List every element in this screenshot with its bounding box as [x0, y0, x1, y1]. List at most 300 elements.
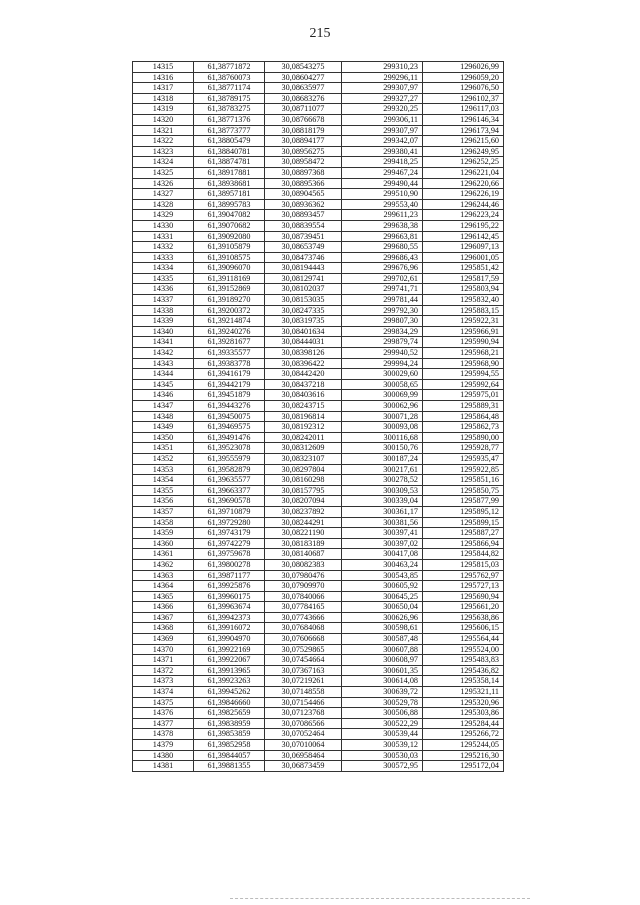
table-row: [133, 337, 504, 348]
table-cell: 14323: [133, 146, 194, 157]
table-cell: 14372: [133, 665, 194, 676]
table-cell: 1295762,97: [423, 570, 504, 581]
table-cell: 14331: [133, 231, 194, 242]
table-cell: 300539,12: [342, 740, 423, 751]
table-cell: 61,38783275: [194, 104, 265, 115]
table-cell: 299940,52: [342, 348, 423, 359]
table-cell: 30,08958472: [265, 157, 342, 168]
table-cell: 61,39416179: [194, 369, 265, 380]
table-cell: 1295832,40: [423, 295, 504, 306]
table-cell: 30,08897368: [265, 167, 342, 178]
table-cell: 299702,61: [342, 273, 423, 284]
table-cell: 30,08247335: [265, 305, 342, 316]
table-cell: 1296001,05: [423, 252, 504, 263]
table-cell: 14315: [133, 62, 194, 73]
table-cell: 299327,27: [342, 93, 423, 104]
table-cell: 61,38760073: [194, 72, 265, 83]
table-cell: 61,39335577: [194, 348, 265, 359]
table-cell: 61,39759678: [194, 549, 265, 560]
table-cell: 14355: [133, 485, 194, 496]
table-cell: 61,38771376: [194, 114, 265, 125]
table-cell: 1295216,30: [423, 750, 504, 761]
table-cell: 1295851,16: [423, 475, 504, 486]
table-cell: 299994,24: [342, 358, 423, 369]
table-row: [133, 401, 504, 412]
table-cell: 61,38771872: [194, 62, 265, 73]
table-cell: 30,08653749: [265, 242, 342, 253]
table-cell: 1296249,95: [423, 146, 504, 157]
table-cell: 14366: [133, 602, 194, 613]
table-cell: 1296059,20: [423, 72, 504, 83]
table-cell: 61,39189270: [194, 295, 265, 306]
table-cell: 300530,03: [342, 750, 423, 761]
table-cell: 1295172,04: [423, 761, 504, 772]
table-cell: 1295928,77: [423, 443, 504, 454]
table-cell: 1296142,45: [423, 231, 504, 242]
table-cell: 300543,85: [342, 570, 423, 581]
table-cell: 14336: [133, 284, 194, 295]
table-cell: 61,39096070: [194, 263, 265, 274]
table-cell: 14318: [133, 93, 194, 104]
table-cell: 14341: [133, 337, 194, 348]
table-cell: 1295244,05: [423, 740, 504, 751]
table-cell: 1295877,99: [423, 496, 504, 507]
table-row: [133, 83, 504, 94]
table-cell: 14349: [133, 422, 194, 433]
table-cell: 61,39281677: [194, 337, 265, 348]
table-cell: 61,39916072: [194, 623, 265, 634]
page-number: 215: [309, 26, 331, 41]
table-cell: 30,08082383: [265, 559, 342, 570]
table-cell: 14321: [133, 125, 194, 136]
table-row: [133, 644, 504, 655]
table-cell: 61,39070682: [194, 220, 265, 231]
table-cell: 30,07684068: [265, 623, 342, 634]
table-cell: 300598,61: [342, 623, 423, 634]
table-cell: 14339: [133, 316, 194, 327]
table-cell: 30,07980476: [265, 570, 342, 581]
table-cell: 61,39710879: [194, 506, 265, 517]
table-row: [133, 178, 504, 189]
table-cell: 30,08297804: [265, 464, 342, 475]
table-cell: 300397,02: [342, 538, 423, 549]
table-row: [133, 612, 504, 623]
table-row: [133, 146, 504, 157]
table-cell: 61,39663377: [194, 485, 265, 496]
table-cell: 1295850,75: [423, 485, 504, 496]
table-row: [133, 623, 504, 634]
table-cell: 1295358,14: [423, 676, 504, 687]
table-row: [133, 718, 504, 729]
table-cell: 1295864,48: [423, 411, 504, 422]
table-row: [133, 591, 504, 602]
table-row: [133, 125, 504, 136]
table-cell: 1295436,82: [423, 665, 504, 676]
table-row: [133, 549, 504, 560]
table-cell: 61,39853859: [194, 729, 265, 740]
table-cell: 30,07743666: [265, 612, 342, 623]
table-cell: 1296076,50: [423, 83, 504, 94]
table-row: [133, 136, 504, 147]
table-cell: 30,07529865: [265, 644, 342, 655]
table-cell: 299680,55: [342, 242, 423, 253]
table-cell: 61,39240276: [194, 326, 265, 337]
table-row: [133, 570, 504, 581]
table-cell: 14374: [133, 687, 194, 698]
table-row: [133, 559, 504, 570]
table-row: [133, 750, 504, 761]
table-cell: 1296252,25: [423, 157, 504, 168]
table-cell: 1296244,46: [423, 199, 504, 210]
table-cell: 14369: [133, 634, 194, 645]
table-cell: 300150,76: [342, 443, 423, 454]
table-cell: 1296226,19: [423, 189, 504, 200]
table-cell: 14337: [133, 295, 194, 306]
table-cell: 1295975,01: [423, 390, 504, 401]
table-cell: 61,39152869: [194, 284, 265, 295]
table-cell: 1295968,90: [423, 358, 504, 369]
table-cell: 61,39443276: [194, 401, 265, 412]
table-row: [133, 295, 504, 306]
table-cell: 1295899,15: [423, 517, 504, 528]
table-row: [133, 432, 504, 443]
table-cell: 14373: [133, 676, 194, 687]
table-cell: 14345: [133, 379, 194, 390]
table-cell: 61,38938681: [194, 178, 265, 189]
table-cell: 299807,30: [342, 316, 423, 327]
table-cell: 61,39118169: [194, 273, 265, 284]
table-row: [133, 697, 504, 708]
table-cell: 14324: [133, 157, 194, 168]
table-cell: 14320: [133, 114, 194, 125]
table-row: [133, 62, 504, 73]
table-cell: 30,08543275: [265, 62, 342, 73]
table-cell: 61,38840781: [194, 146, 265, 157]
table-row: [133, 665, 504, 676]
table-row: [133, 655, 504, 666]
table-cell: 300650,04: [342, 602, 423, 613]
table-cell: 14380: [133, 750, 194, 761]
table-cell: 61,39800278: [194, 559, 265, 570]
table-cell: 300058,65: [342, 379, 423, 390]
table-cell: 30,08444031: [265, 337, 342, 348]
table-cell: 14319: [133, 104, 194, 115]
table-cell: 1295844,82: [423, 549, 504, 560]
table-cell: 61,39945262: [194, 687, 265, 698]
table-cell: 30,08129741: [265, 273, 342, 284]
table-row: [133, 506, 504, 517]
table-cell: 300071,28: [342, 411, 423, 422]
table-cell: 299307,97: [342, 125, 423, 136]
table-row: [133, 242, 504, 253]
table-cell: 1295866,94: [423, 538, 504, 549]
table-cell: 1295922,31: [423, 316, 504, 327]
table-cell: 61,39825659: [194, 708, 265, 719]
table-cell: 1295992,64: [423, 379, 504, 390]
table-cell: 61,39690578: [194, 496, 265, 507]
table-cell: 61,39047082: [194, 210, 265, 221]
table-cell: 30,07010064: [265, 740, 342, 751]
table-cell: 1295851,42: [423, 263, 504, 274]
table-cell: 1295968,21: [423, 348, 504, 359]
table-cell: 1295935,47: [423, 453, 504, 464]
table-row: [133, 210, 504, 221]
table-cell: 30,07148558: [265, 687, 342, 698]
table-cell: 14359: [133, 528, 194, 539]
table-cell: 30,08894177: [265, 136, 342, 147]
table-cell: 61,39555979: [194, 453, 265, 464]
table-cell: 61,39729280: [194, 517, 265, 528]
table-row: [133, 199, 504, 210]
table-cell: 14326: [133, 178, 194, 189]
table-cell: 61,39925876: [194, 581, 265, 592]
table-cell: 1296195,22: [423, 220, 504, 231]
table-cell: 299792,30: [342, 305, 423, 316]
table-cell: 299611,23: [342, 210, 423, 221]
table-cell: 61,39743179: [194, 528, 265, 539]
table-cell: 1296223,24: [423, 210, 504, 221]
table-cell: 14358: [133, 517, 194, 528]
table-cell: 14333: [133, 252, 194, 263]
table-cell: 300522,29: [342, 718, 423, 729]
table-cell: 30,08242011: [265, 432, 342, 443]
table-cell: 30,08403616: [265, 390, 342, 401]
table-cell: 300093,08: [342, 422, 423, 433]
table-cell: 300217,61: [342, 464, 423, 475]
table-cell: 300463,24: [342, 559, 423, 570]
table-row: [133, 475, 504, 486]
table-cell: 61,39451879: [194, 390, 265, 401]
table-cell: 300601,35: [342, 665, 423, 676]
table-cell: 61,39922169: [194, 644, 265, 655]
table-cell: 30,08243715: [265, 401, 342, 412]
table-cell: 30,07219261: [265, 676, 342, 687]
table-cell: 1295922,85: [423, 464, 504, 475]
table-cell: 1295889,31: [423, 401, 504, 412]
table-cell: 30,07123768: [265, 708, 342, 719]
table-cell: 14342: [133, 348, 194, 359]
table-row: [133, 485, 504, 496]
table-cell: 300381,56: [342, 517, 423, 528]
table-row: [133, 348, 504, 359]
table-cell: 61,39923263: [194, 676, 265, 687]
table-cell: 30,08140687: [265, 549, 342, 560]
table-cell: 61,39963674: [194, 602, 265, 613]
table-row: [133, 761, 504, 772]
table-cell: 300278,52: [342, 475, 423, 486]
table-cell: 30,08437218: [265, 379, 342, 390]
table-cell: 14335: [133, 273, 194, 284]
table-cell: 61,38957181: [194, 189, 265, 200]
table-row: [133, 93, 504, 104]
table-cell: 1295727,13: [423, 581, 504, 592]
table-cell: 300339,04: [342, 496, 423, 507]
table-cell: 14362: [133, 559, 194, 570]
table-row: [133, 634, 504, 645]
table-row: [133, 369, 504, 380]
table-cell: 61,38789175: [194, 93, 265, 104]
table-cell: 30,08818179: [265, 125, 342, 136]
table-cell: 14334: [133, 263, 194, 274]
table-cell: 30,06873459: [265, 761, 342, 772]
table-cell: 61,39960175: [194, 591, 265, 602]
footer-divider: [230, 898, 530, 899]
table-cell: 1295606,15: [423, 623, 504, 634]
table-row: [133, 379, 504, 390]
table-cell: 14317: [133, 83, 194, 94]
table-cell: 1296173,94: [423, 125, 504, 136]
table-row: [133, 602, 504, 613]
table-cell: 14371: [133, 655, 194, 666]
table-cell: 30,07909970: [265, 581, 342, 592]
table-cell: 14365: [133, 591, 194, 602]
table-cell: 61,39838959: [194, 718, 265, 729]
table-cell: 300605,92: [342, 581, 423, 592]
table-cell: 299686,43: [342, 252, 423, 263]
table-cell: 14360: [133, 538, 194, 549]
table-row: [133, 305, 504, 316]
table-cell: 14327: [133, 189, 194, 200]
table-row: [133, 528, 504, 539]
table-cell: 1295817,59: [423, 273, 504, 284]
table-cell: 61,39922067: [194, 655, 265, 666]
table-cell: 300309,53: [342, 485, 423, 496]
table-cell: 14381: [133, 761, 194, 772]
table-row: [133, 464, 504, 475]
table-cell: 1296117,03: [423, 104, 504, 115]
table-cell: 1295966,91: [423, 326, 504, 337]
table-cell: 14325: [133, 167, 194, 178]
table-cell: 30,08893457: [265, 210, 342, 221]
table-cell: 30,08153035: [265, 295, 342, 306]
table-cell: 61,39383778: [194, 358, 265, 369]
table-row: [133, 189, 504, 200]
table-cell: 1295887,27: [423, 528, 504, 539]
table-cell: 30,08207094: [265, 496, 342, 507]
table-cell: 1295990,94: [423, 337, 504, 348]
table-cell: 30,08160298: [265, 475, 342, 486]
table-row: [133, 676, 504, 687]
table-cell: 14377: [133, 718, 194, 729]
table-cell: 300397,41: [342, 528, 423, 539]
table-row: [133, 284, 504, 295]
table-cell: 299781,44: [342, 295, 423, 306]
table-cell: 61,38805479: [194, 136, 265, 147]
table-cell: 299380,41: [342, 146, 423, 157]
table-row: [133, 157, 504, 168]
table-cell: 61,38917881: [194, 167, 265, 178]
table-cell: 30,08839554: [265, 220, 342, 231]
table-cell: 300069,99: [342, 390, 423, 401]
table-cell: 14348: [133, 411, 194, 422]
table-cell: 61,38995783: [194, 199, 265, 210]
table-cell: 30,07454664: [265, 655, 342, 666]
table-cell: 30,08711077: [265, 104, 342, 115]
table-cell: 61,39450075: [194, 411, 265, 422]
table-cell: 14363: [133, 570, 194, 581]
table-row: [133, 72, 504, 83]
table-row: [133, 273, 504, 284]
table-row: [133, 422, 504, 433]
table-cell: 1296026,99: [423, 62, 504, 73]
table-cell: 299418,25: [342, 157, 423, 168]
table-cell: 61,39491476: [194, 432, 265, 443]
table-cell: 1295815,03: [423, 559, 504, 570]
table-cell: 61,39523078: [194, 443, 265, 454]
table-cell: 300506,88: [342, 708, 423, 719]
table-cell: 14361: [133, 549, 194, 560]
table-cell: 300529,78: [342, 697, 423, 708]
table-cell: 1295895,12: [423, 506, 504, 517]
table-cell: 30,06958464: [265, 750, 342, 761]
table-cell: 30,08442420: [265, 369, 342, 380]
table-cell: 299553,40: [342, 199, 423, 210]
table-cell: 61,39942373: [194, 612, 265, 623]
table-cell: 61,38874781: [194, 157, 265, 168]
table-cell: 30,08739451: [265, 231, 342, 242]
table-cell: 300029,60: [342, 369, 423, 380]
table-cell: 299834,29: [342, 326, 423, 337]
table-body: [133, 62, 504, 772]
table-cell: 30,07086566: [265, 718, 342, 729]
table-row: [133, 411, 504, 422]
table-cell: 1295690,94: [423, 591, 504, 602]
table-cell: 14346: [133, 390, 194, 401]
table-cell: 30,08895366: [265, 178, 342, 189]
table-row: [133, 220, 504, 231]
table-cell: 299342,07: [342, 136, 423, 147]
table-cell: 299741,71: [342, 284, 423, 295]
table-row: [133, 358, 504, 369]
table-cell: 30,07784165: [265, 602, 342, 613]
table-cell: 300417,08: [342, 549, 423, 560]
table-row: [133, 390, 504, 401]
table-cell: 14322: [133, 136, 194, 147]
table-cell: 299638,38: [342, 220, 423, 231]
table-cell: 61,39200372: [194, 305, 265, 316]
table-cell: 14350: [133, 432, 194, 443]
table-cell: 1295661,20: [423, 602, 504, 613]
table-cell: 1296097,13: [423, 242, 504, 253]
table-cell: 14347: [133, 401, 194, 412]
table-cell: 14353: [133, 464, 194, 475]
table-cell: 1295883,15: [423, 305, 504, 316]
table-cell: 299307,97: [342, 83, 423, 94]
table-cell: 61,39904970: [194, 634, 265, 645]
table-cell: 1295266,72: [423, 729, 504, 740]
table-cell: 61,39844057: [194, 750, 265, 761]
table-cell: 61,39469575: [194, 422, 265, 433]
table-cell: 1295284,44: [423, 718, 504, 729]
table-cell: 1295320,96: [423, 697, 504, 708]
table-row: [133, 517, 504, 528]
table-cell: 299310,23: [342, 62, 423, 73]
table-cell: 14352: [133, 453, 194, 464]
table-cell: 14378: [133, 729, 194, 740]
table-cell: 30,08683276: [265, 93, 342, 104]
table-row: [133, 316, 504, 327]
table-row: [133, 252, 504, 263]
table-cell: 300361,17: [342, 506, 423, 517]
table-cell: 14376: [133, 708, 194, 719]
table-cell: 30,07154466: [265, 697, 342, 708]
table-cell: 300614,08: [342, 676, 423, 687]
table-cell: 61,38771174: [194, 83, 265, 94]
table-cell: 30,08635977: [265, 83, 342, 94]
table-cell: 30,08244291: [265, 517, 342, 528]
table-cell: 1296102,37: [423, 93, 504, 104]
table-cell: 14351: [133, 443, 194, 454]
